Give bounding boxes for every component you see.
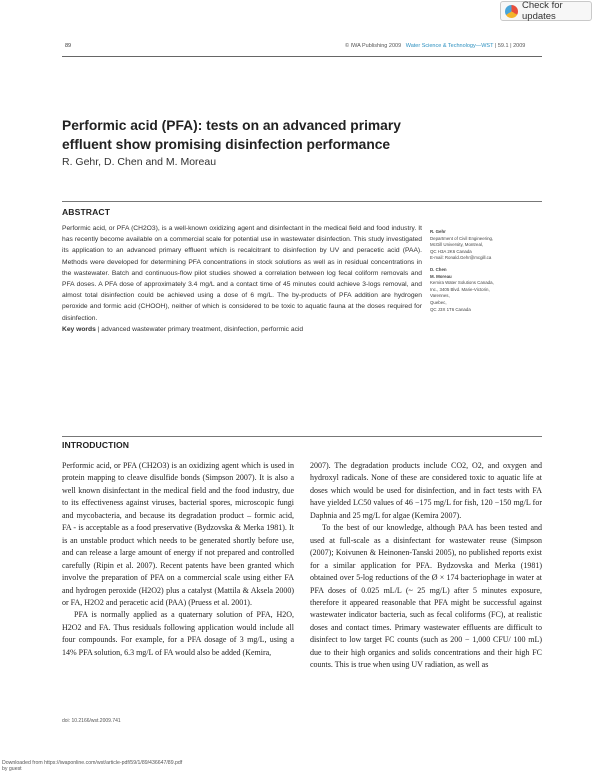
affiliation-block bbox=[430, 229, 540, 262]
year: 2009 bbox=[513, 43, 526, 49]
affiliation-line: McGill University, Montreal, bbox=[430, 242, 484, 248]
affiliation-line: Kemira Water Solutions Canada, bbox=[430, 280, 494, 286]
volume: 59.1 bbox=[497, 43, 509, 49]
abstract-text: Performic acid, or PFA (CH2O3), is a well-known oxidizing agent and disinfectant in the medical field and food industry. It has recently become available on a commercial scale for potential use in wastewater disinfection. This study investigated its application to an advanced primary effluent which is recalcitrant to disinfection by UV and peracetic acid (PAA). Methods were developed for determining PFA concentrations in stock solutions as well as in residual concentrations in the wastewater. Batch and continuous-flow pilot studies showed a correlation between log fecal coliform removals and PFA doses. A PFA dose of approximately 3.4 mg/L and a contact time of 45 minutes could achieve 3-logs removal, and almost total disinfection could be achieved using a dose of 6 mg/L. The by-products of PFA addition are hydrogen peroxide and formic acid (CHOOH), neither of which is considered to be toxic to aquatic fauna at the doses required for disinfection. bbox=[62, 225, 422, 322]
keywords: advanced wastewater primary treatment, disinfection, performic acid bbox=[101, 325, 304, 333]
paragraph: To the best of our knowledge, although PAA has been tested and used at full-scale as a disinfectant for wastewater reuse (Simpson (2007); Koivunen & Heinonen-Tanski 2005), no published reports exist for a similar application for PFA. Bydzovska and Merka (1981) obtained over 5-log reductions of the Ø × 174 bacteriophage in water at PFA doses of 0.025 mL/L (~ 25 mg/L) after 5 minutes exposure, therefore it appeared reasonable that PFA might be successful against wastewater indicator bacteria, such as fecal coliforms (FC), at realistic doses and contact times. Primary wastewater effluents are difficult to disinfect to low target FC counts (such as 200 − 1,000 CFU/ 100 mL) due to their high organics and solids concentrations and their high FC counts. This is true when using UV radiation, as well as bbox=[310, 523, 542, 670]
doi: doi: 10.2166/wst.2009.741 bbox=[62, 718, 121, 724]
introduction-rule bbox=[62, 436, 542, 437]
header-rule bbox=[62, 56, 542, 57]
copyright: © IWA Publishing 2009 bbox=[345, 43, 402, 49]
abstract-heading: ABSTRACT bbox=[62, 207, 111, 217]
article-authors: R. Gehr, D. Chen and M. Moreau bbox=[62, 156, 217, 168]
journal-name: Water Science & Technology—WST bbox=[405, 43, 494, 49]
paragraph: PFA is normally applied as a quaternary solution of PFA, H2O, H2O2 and FA. Thus residuals following application would include all four compounds. For example, for a PFA dosage of 3 mg/L, using a 14% PFA solution, 6.3 mg/L of FA would also be added (Kemira, bbox=[62, 610, 294, 657]
paragraph: 2007). The degradation products include CO2, O2, and oxygen and hydroxyl radicals. None of these are considered toxic to aquatic life at doses which would be used for disinfection, and in fact tests with FA have yielded LC50 values of 46 −175 mg/L for fish, 120 −150 mg/L for Daphnia and 25 mg/L for algae (Kemira 2007). bbox=[310, 461, 542, 520]
affiliation-line: Inc., 3405 Blvd. Marie-Victorin, bbox=[430, 286, 490, 292]
affiliation-line: Department of Civil Engineering, bbox=[430, 235, 494, 241]
affiliation-line: QC J3X 1T6 Canada bbox=[430, 306, 471, 312]
keywords-label: Key words bbox=[62, 325, 96, 333]
affiliation-block bbox=[430, 267, 540, 313]
affiliation-email: E-mail: Ronald.Gehr@mcgill.ca bbox=[430, 255, 492, 261]
download-footer bbox=[2, 760, 182, 772]
affiliations bbox=[430, 229, 540, 318]
footer-line: Downloaded from https://iwaponline.com/wst/article-pdf/59/1/89/436647/89.pdf bbox=[2, 760, 183, 766]
affiliation-line: Quebec, bbox=[430, 299, 447, 305]
affiliation-line: QC H3A 2K6 Canada bbox=[430, 248, 472, 254]
abstract-rule bbox=[62, 201, 542, 202]
check-for-updates-button[interactable] bbox=[500, 1, 592, 21]
paragraph: Performic acid, or PFA (CH2O3) is an oxidizing agent which is used in protein mapping to cleave disulfide bonds (Simpson 2007). It is also a well known disinfectant in the medical field and the food industry, due to its effectiveness against viruses, bacterial spores, microscopic fungi and mycobacteria, and because its degradation product – formic acid, FA - is acceptable as a food preservative (Bydzovska & Merka 1981). It is an unstable product which needs to be generated shortly before use, and can release a large amount of energy if not prepared and controlled carefully (Ripin et al. 2007). Recent patents have been granted which involve the preparation of PFA on a commercial scale using either FA and hydrogen peroxide (H2O2) plus a catalyst (Mattila & Aksela 2000) or FA, H2O2 and peracetic acid (PAA) (Pruess et al. 2001). bbox=[62, 461, 294, 607]
check-for-updates-label: Check for updates bbox=[522, 0, 563, 22]
affiliation-line: Varennes, bbox=[430, 293, 450, 299]
page-number: 89 bbox=[65, 43, 72, 49]
crossmark-icon bbox=[505, 5, 518, 18]
footer-line: by guest bbox=[2, 766, 22, 773]
affiliation-line: M. Moreau bbox=[430, 273, 452, 279]
affiliation-name: R. Gehr bbox=[430, 229, 446, 234]
right-column bbox=[310, 460, 542, 672]
article-title: Performic acid (PFA): tests on an advanced primary effluent show promising disinfection performance bbox=[62, 118, 401, 152]
left-column bbox=[62, 460, 294, 659]
running-header: © IWA Publishing 2009 Water Science & Technology—WST | 59.1 | 2009 bbox=[345, 43, 526, 49]
introduction-heading: INTRODUCTION bbox=[62, 440, 130, 450]
abstract-body: Performic acid, or PFA (CH2O3), is a well-known oxidizing agent and disinfectant in the medical field and food industry. It has recently become available on a commercial scale for potential use in wastewater disinfection. This study investigated its application to an advanced primary effluent which is recalcitrant to disinfection by UV and peracetic acid (PAA). Methods were developed for determining PFA concentrations in stock solutions as well as in residual concentrations in the wastewater. Batch and continuous-flow pilot studies showed a correlation between log fecal coliform removals and PFA doses. A PFA dose of approximately 3.4 mg/L and a contact time of 45 minutes could achieve 3-logs removal, and almost total disinfection could be achieved using a dose of 6 mg/L. The by-products of PFA addition are hydrogen peroxide and formic acid (CHOOH), neither of which is considered to be toxic to aquatic fauna at the doses required for disinfection. Key words | advanced wastewater primary treatment, disinfection, performic acid bbox=[62, 225, 422, 333]
affiliation-name: D. Chen bbox=[430, 266, 447, 272]
